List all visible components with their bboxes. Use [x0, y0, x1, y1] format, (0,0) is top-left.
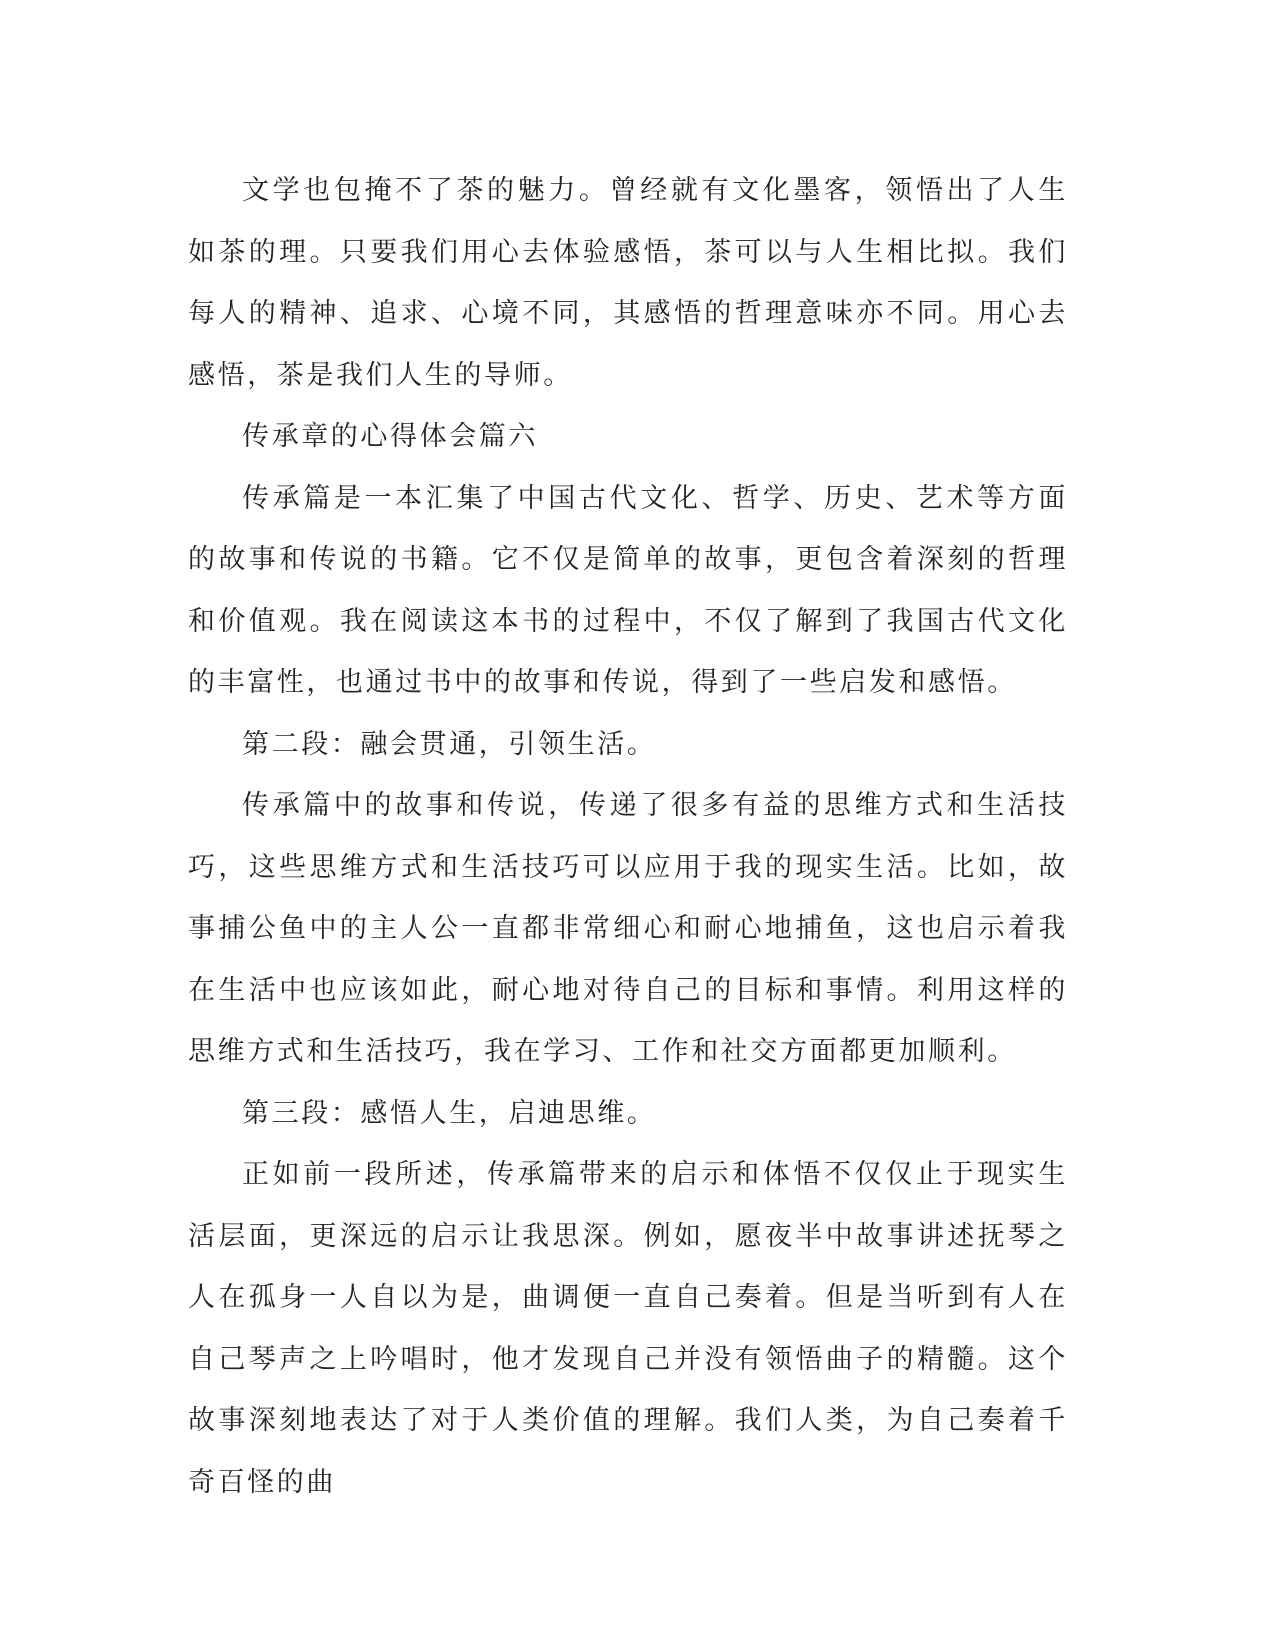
section-heading-part-six: 传承章的心得体会篇六: [242, 421, 538, 452]
section-heading-second: 第二段：融会贯通，引领生活。: [242, 728, 657, 760]
paragraph-third: 正如前一段所述，传承篇带来的启示和体悟不仅仅止于现实生活层面，更深远的启示让我思深。例如，愿夜半中故事讲述抚琴之人在孤身一人自以为是，曲调便一直自己奏着。但是当听到有人在自己琴声之上吟唱时，他才发现自己并没有领悟曲子的精髓。这个故事深刻地表达了对于人类价值的理解。我们人类，为自己奏着千奇百怪的曲: [188, 1159, 1068, 1498]
section-heading-third: 第三段：感悟人生，启迪思维。: [242, 1097, 657, 1129]
document-body: [188, 160, 1068, 1513]
paragraph-tea-reflection: 文学也包掩不了茶的魅力。曾经就有文化墨客，领悟出了人生如茶的理。只要我们用心去体验感悟，茶可以与人生相比拟。我们每人的精神、追求、心境不同，其感悟的哲理意味亦不同。用心去感悟，茶是我们人生的导师。: [188, 175, 1068, 391]
paragraph-second: 传承篇中的故事和传说，传递了很多有益的思维方式和生活技巧，这些思维方式和生活技巧可以应用于我的现实生活。比如，故事捕公鱼中的主人公一直都非常细心和耐心地捕鱼，这也启示着我在生活中也应该如此，耐心地对待自己的目标和事情。利用这样的思维方式和生活技巧，我在学习、工作和社交方面都更加顺利。: [188, 790, 1068, 1067]
paragraph-intro: 传承篇是一本汇集了中国古代文化、哲学、历史、艺术等方面的故事和传说的书籍。它不仅是简单的故事，更包含着深刻的哲理和价值观。我在阅读这本书的过程中，不仅了解到了我国古代文化的丰富性，也通过书中的故事和传说，得到了一些启发和感悟。: [188, 482, 1068, 698]
